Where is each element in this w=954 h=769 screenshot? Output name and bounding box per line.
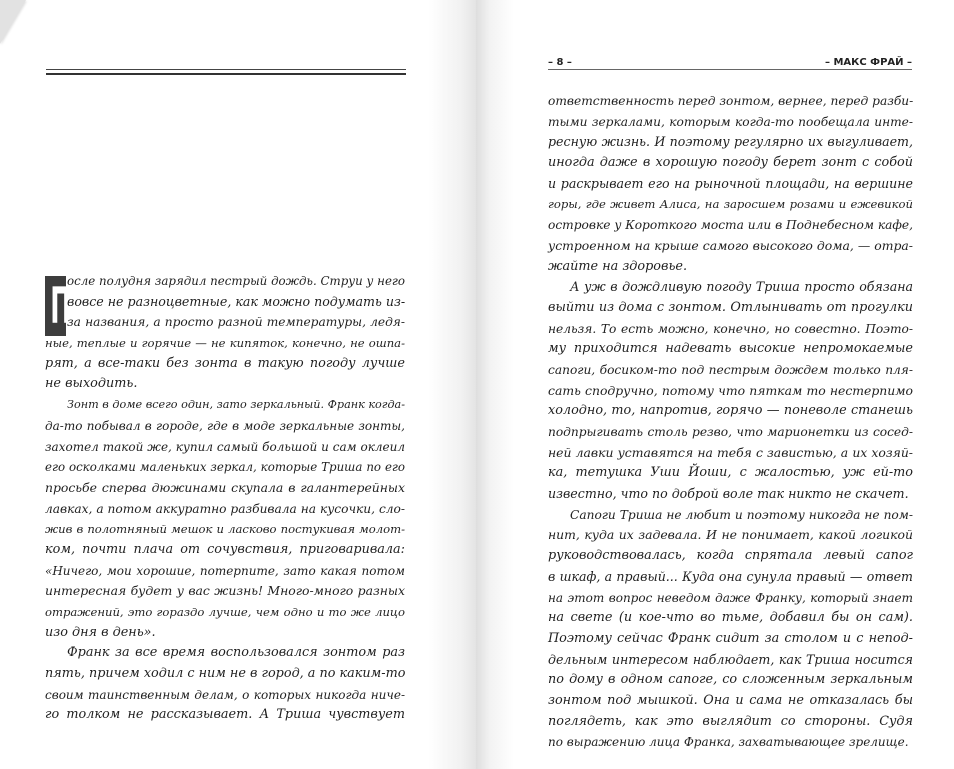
text-line: ней лавки уставятся на тебя с завистью, а их хозяй- <box>548 444 913 460</box>
right-page-text <box>548 91 913 753</box>
text-line: ресную жизнь. И поэтому регулярно их выгуливает, <box>548 134 913 150</box>
text-line: Сапоги Триша не любит и поэтому никогда не пом- <box>570 507 913 522</box>
text-line: по выражению лица Франка, захватывающее зрелище. <box>548 735 909 750</box>
text-line: зонтом под мышкой. Она и сама не отказалась бы <box>548 692 913 708</box>
text-line: горы, где живет Алиса, на заросшем розами и ежевикой <box>548 197 913 212</box>
text-line: устроенном на крыше самого высокого дома, — отра- <box>548 237 913 253</box>
text-line: да-то побывал в городе, где в моде зеркальные зонты, <box>45 418 405 433</box>
drop-cap-letter: П <box>50 277 72 335</box>
text-line: жив в полотняный мешок и ласково постукивая молот- <box>45 522 405 537</box>
text-line: пять, причем ходил с ним не в город, а по каким-то <box>45 666 406 682</box>
text-line: лавках, а потом аккуратно разбивала на кусочки, сло- <box>45 501 405 516</box>
text-line: островке у Короткого моста или в Поднебесном кафе, <box>548 218 913 233</box>
text-line: Поэтому сейчас Франк сидит за столом и с непод- <box>548 630 913 646</box>
text-line: жайте на здоровье. <box>548 258 688 274</box>
text-line: и раскрывает его на рыночной площади, на вершине <box>548 175 913 191</box>
text-line: известно, что по доброй воле так никто не скачет. <box>548 486 909 502</box>
text-line: «Ничего, мои хорошие, потерпите, зато какая потом <box>45 563 405 578</box>
text-line: нит, куда их задевала. И не понимает, какой логикой <box>548 527 913 543</box>
text-line: на свете (и кое-что во тьме, добавил бы он сам). <box>548 610 913 626</box>
page-corner-fold <box>0 0 26 44</box>
text-line: холодно, то, напротив, горячо — поневоле станешь <box>548 403 913 419</box>
text-line: А уж в дождливую погоду Триша просто обязана <box>570 279 913 295</box>
text-line: Франк за все время воспользовался зонтом раз <box>67 645 405 661</box>
text-line: выйти из дома с зонтом. Отлынивать от прогулки <box>548 299 913 315</box>
text-line: просьбе сперва дюжинами скупала в галантерейных <box>45 479 405 495</box>
text-line: рят, а все-таки без зонта в такую погоду лучше <box>45 355 405 371</box>
left-header-rule <box>46 69 406 75</box>
text-line: своим таинственным делам, о которых никогда ниче- <box>45 687 405 702</box>
text-line: отражений, это гораздо лучше, чем одно и то же лицо <box>45 605 405 619</box>
text-line: дельным интересом наблюдает, как Триша носится <box>548 651 913 667</box>
text-line: за названия, а просто разной температуры, ледя- <box>67 315 405 330</box>
text-line: поглядеть, как это выглядит со стороны. Судя <box>548 713 913 729</box>
text-line: му приходится надевать высокие непромокаемые <box>548 341 913 357</box>
text-line: подпрыгивать столь резво, что марионетки из сосед- <box>548 425 913 439</box>
text-line: нельзя. То есть можно, конечно, но совестно. Поэто- <box>548 321 913 336</box>
text-line: вовсе не разноцветные, как можно подумать из- <box>67 293 406 309</box>
text-line: сать сподручно, потому что пяткам то нестерпимо <box>548 382 913 398</box>
text-line: на этот вопрос неведом даже Франку, который знает <box>548 590 913 605</box>
text-line: захотел такой же, купил самый большой и сам оклеил <box>45 439 405 454</box>
text-line: го толком не рассказывает. А Триша чувствует <box>45 707 405 723</box>
text-line: в шкаф, а правый... Куда она сунула правый — ответ <box>548 568 913 584</box>
text-line: ка, тетушка Уши Йоши, с жалостью, уж ей-то <box>548 465 913 481</box>
text-line: не выходить. <box>45 376 138 392</box>
right-header-rule <box>548 69 912 70</box>
text-line: ные, теплые и горячие — не кипяток, конечно, не ошпа- <box>45 336 405 351</box>
text-line: по дому в одном сапоге, со сложенным зеркальным <box>548 672 913 688</box>
text-line: осле полудня зарядил пестрый дождь. Струи у него <box>67 274 405 288</box>
text-line: интересная будет у вас жизнь! Много-много разных <box>45 583 405 599</box>
text-line: изо дня в день». <box>45 624 156 640</box>
text-line: ком, почти плача от сочувствия, приговаривала: <box>45 541 405 557</box>
text-line: иногда даже в хорошую погоду берет зонт с собой <box>548 155 913 171</box>
text-line: Зонт в доме всего один, зато зеркальный. Франк когда- <box>67 398 405 412</box>
text-line: тыми зеркалами, которым когда-то пообещала инте- <box>548 114 913 129</box>
page-number: – 8 – <box>548 57 572 68</box>
text-line: руководствовалась, когда спрятала левый сапог <box>548 548 913 564</box>
author-name: – МАКС ФРАЙ – <box>824 57 912 68</box>
left-page-text <box>45 271 405 726</box>
text-line: его осколками маленьких зеркал, которые Триша по его <box>45 460 405 475</box>
text-line: ответственность перед зонтом, вернее, перед разби- <box>548 94 914 108</box>
text-line: сапоги, босиком-то под пестрым дождем только пля- <box>548 362 913 377</box>
